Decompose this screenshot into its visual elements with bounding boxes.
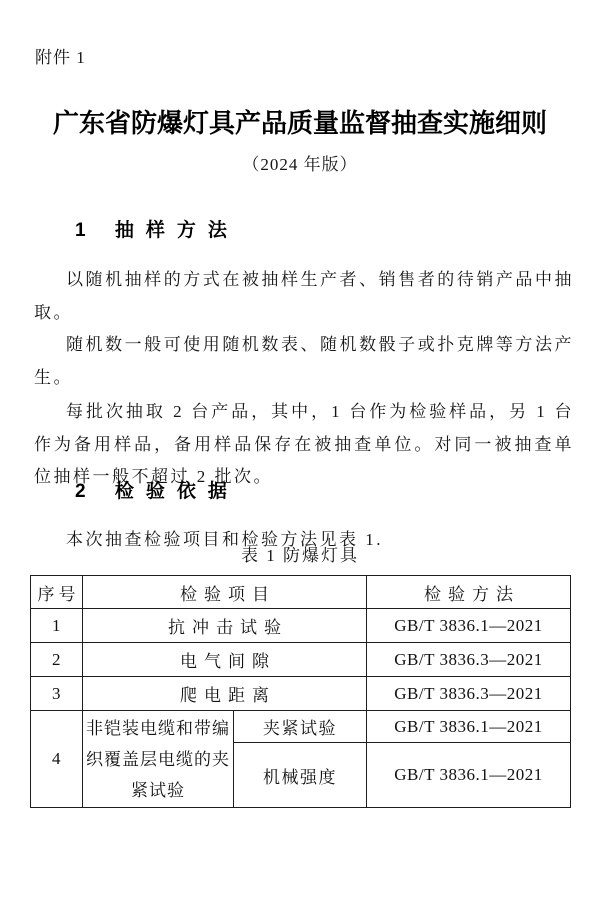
cell-method: GB/T 3836.1—2021 xyxy=(367,743,571,808)
paragraph-sampling-3: 每批次抽取 2 台产品，其中，1 台作为检验样品，另 1 台作为备用样品，备用样品保存在被抽查单位。对同一被抽查单位抽样一般不超过 2 批次。 xyxy=(34,402,574,486)
document-subtitle: （2024 年版） xyxy=(242,155,358,174)
cell-no: 2 xyxy=(31,643,83,677)
column-header-item: 检验项目 xyxy=(83,576,367,609)
cell-no: 3 xyxy=(31,677,83,711)
cell-method: GB/T 3836.3—2021 xyxy=(367,643,571,677)
cell-no: 1 xyxy=(31,609,83,643)
column-header-no: 序号 xyxy=(31,576,83,609)
table-row xyxy=(31,609,571,643)
cell-item: 爬电距离 xyxy=(83,677,367,711)
section-heading-inspection-basis: 2 检验依据 xyxy=(75,481,239,502)
cell-item: 电气间隙 xyxy=(83,643,367,677)
table-row xyxy=(31,643,571,677)
inspection-table xyxy=(30,575,571,808)
attachment-label: 附件 1 xyxy=(35,48,86,67)
paragraph-sampling-2: 随机数一般可使用随机数表、随机数骰子或扑克牌等方法产生。 xyxy=(34,335,574,387)
table-caption: 表 1 防爆灯具 xyxy=(241,546,359,565)
cell-no: 4 xyxy=(31,711,83,808)
table-row xyxy=(31,677,571,711)
cell-subitem: 夹紧试验 xyxy=(234,711,367,743)
cell-method: GB/T 3836.1—2021 xyxy=(367,711,571,743)
paragraph-inspection-basis: 本次抽查检验项目和检验方法见表 1. xyxy=(66,530,383,549)
cell-item: 抗冲击试验 xyxy=(83,609,367,643)
section-heading-sampling-method: 1 抽样方法 xyxy=(75,220,239,241)
column-header-method: 检验方法 xyxy=(367,576,571,609)
table-row xyxy=(31,711,571,743)
document-title: 广东省防爆灯具产品质量监督抽查实施细则 xyxy=(52,108,547,138)
cell-subitem: 机械强度 xyxy=(234,743,367,808)
cell-method: GB/T 3836.3—2021 xyxy=(367,677,571,711)
cell-item: 非铠装电缆和带编织覆盖层电缆的夹紧试验 xyxy=(83,711,234,808)
cell-method: GB/T 3836.1—2021 xyxy=(367,609,571,643)
table-header-row xyxy=(31,576,571,609)
paragraph-sampling-1: 以随机抽样的方式在被抽样生产者、销售者的待销产品中抽取。 xyxy=(34,270,574,322)
